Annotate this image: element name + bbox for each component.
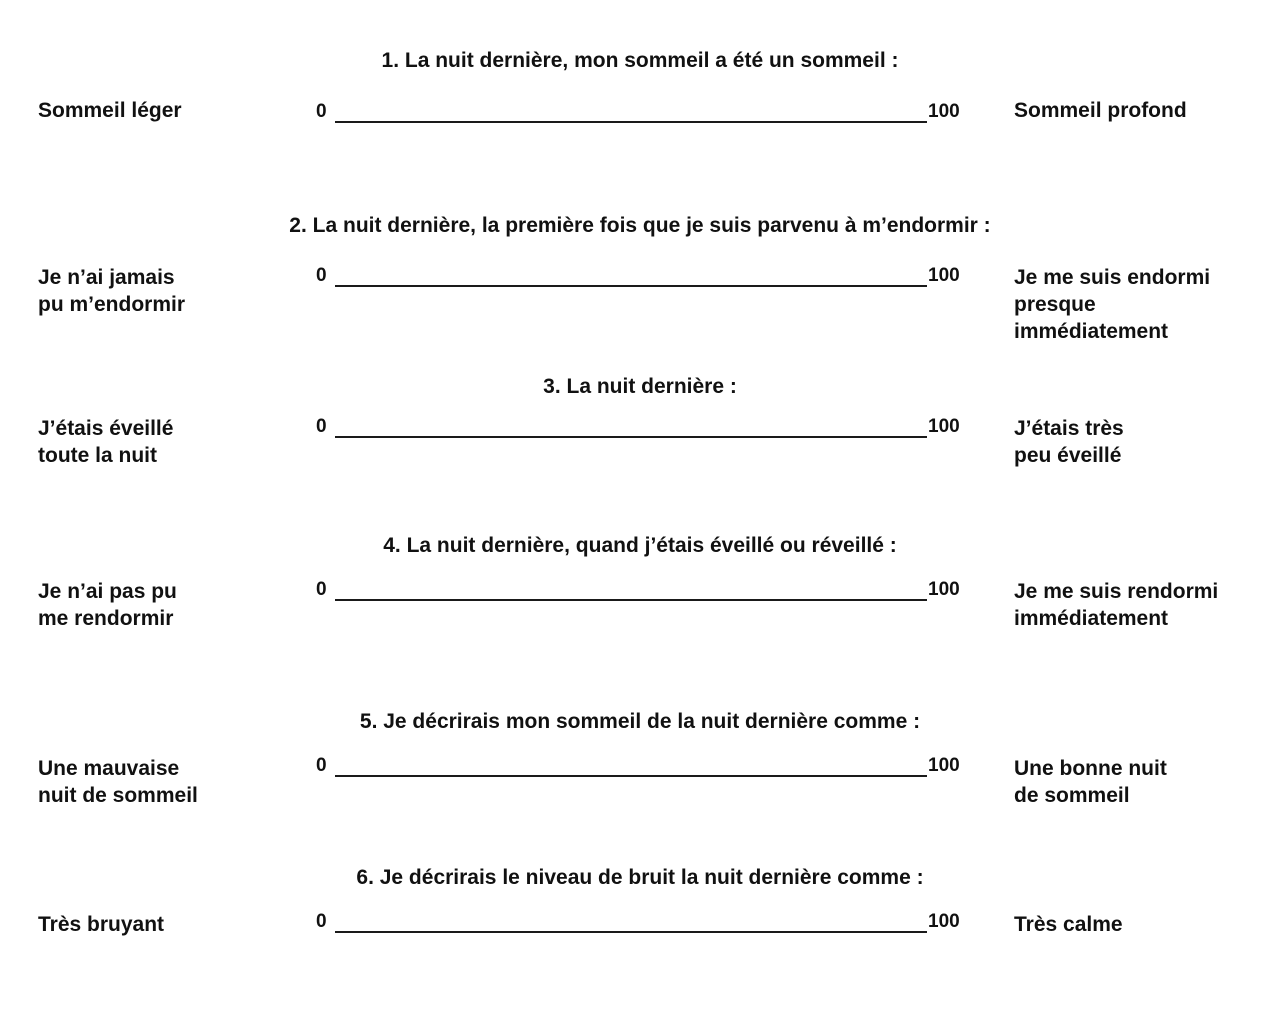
- scale-line[interactable]: [335, 775, 927, 777]
- left-anchor-label: Je n’ai pas pu me rendormir: [38, 580, 177, 630]
- right-anchor-label: J’étais très peu éveillé: [1014, 417, 1124, 467]
- right-anchor-label: Je me suis endormi presque immédiatement: [1014, 266, 1211, 343]
- scale-line[interactable]: [335, 121, 927, 123]
- scale-min-label: 0: [316, 911, 327, 932]
- scale-line[interactable]: [335, 436, 927, 438]
- rating-scale[interactable]: [312, 415, 972, 445]
- scale-min-label: 0: [316, 416, 327, 437]
- left-anchor-label: Je n’ai jamais pu m’endormir: [38, 266, 186, 316]
- question-title: 1. La nuit dernière, mon sommeil a été un sommeil :: [381, 49, 899, 72]
- question-title: 6. Je décrirais le niveau de bruit la nuit dernière comme :: [356, 866, 924, 889]
- rating-scale[interactable]: [312, 100, 972, 130]
- rating-scale[interactable]: [312, 578, 972, 608]
- rating-scale[interactable]: [312, 264, 972, 294]
- question-title: 5. Je décrirais mon sommeil de la nuit dernière comme :: [359, 710, 921, 733]
- left-anchor-label: Sommeil léger: [38, 99, 182, 122]
- question-title: 3. La nuit dernière :: [543, 375, 737, 398]
- question-4: [0, 533, 1280, 693]
- right-anchor-label: Sommeil profond: [1014, 99, 1187, 122]
- question-2: [0, 213, 1280, 373]
- scale-max-label: 100: [928, 911, 960, 932]
- scale-min-label: 0: [316, 265, 327, 286]
- question-5: [0, 709, 1280, 869]
- scale-min-label: 0: [316, 755, 327, 776]
- scale-max-label: 100: [928, 101, 960, 122]
- rating-scale[interactable]: [312, 910, 972, 940]
- scale-max-label: 100: [928, 755, 960, 776]
- left-anchor-label: J’étais éveillé toute la nuit: [38, 417, 174, 467]
- question-1: [0, 48, 1280, 208]
- scale-max-label: 100: [928, 265, 960, 286]
- left-anchor-label: Une mauvaise nuit de sommeil: [38, 757, 198, 807]
- scale-line[interactable]: [335, 931, 927, 933]
- scale-min-label: 0: [316, 579, 327, 600]
- right-anchor-label: Je me suis rendormi immédiatement: [1014, 580, 1219, 630]
- rating-scale[interactable]: [312, 754, 972, 784]
- right-anchor-label: Une bonne nuit de sommeil: [1014, 757, 1167, 807]
- scale-max-label: 100: [928, 579, 960, 600]
- question-6: [0, 865, 1280, 1025]
- question-3: [0, 374, 1280, 534]
- scale-line[interactable]: [335, 285, 927, 287]
- scale-min-label: 0: [316, 101, 327, 122]
- question-title: 4. La nuit dernière, quand j’étais éveillé ou réveillé :: [383, 534, 897, 557]
- left-anchor-label: Très bruyant: [38, 913, 165, 936]
- scale-max-label: 100: [928, 416, 960, 437]
- right-anchor-label: Très calme: [1014, 913, 1123, 936]
- scale-line[interactable]: [335, 599, 927, 601]
- question-title: 2. La nuit dernière, la première fois que je suis parvenu à m’endormir :: [289, 214, 991, 237]
